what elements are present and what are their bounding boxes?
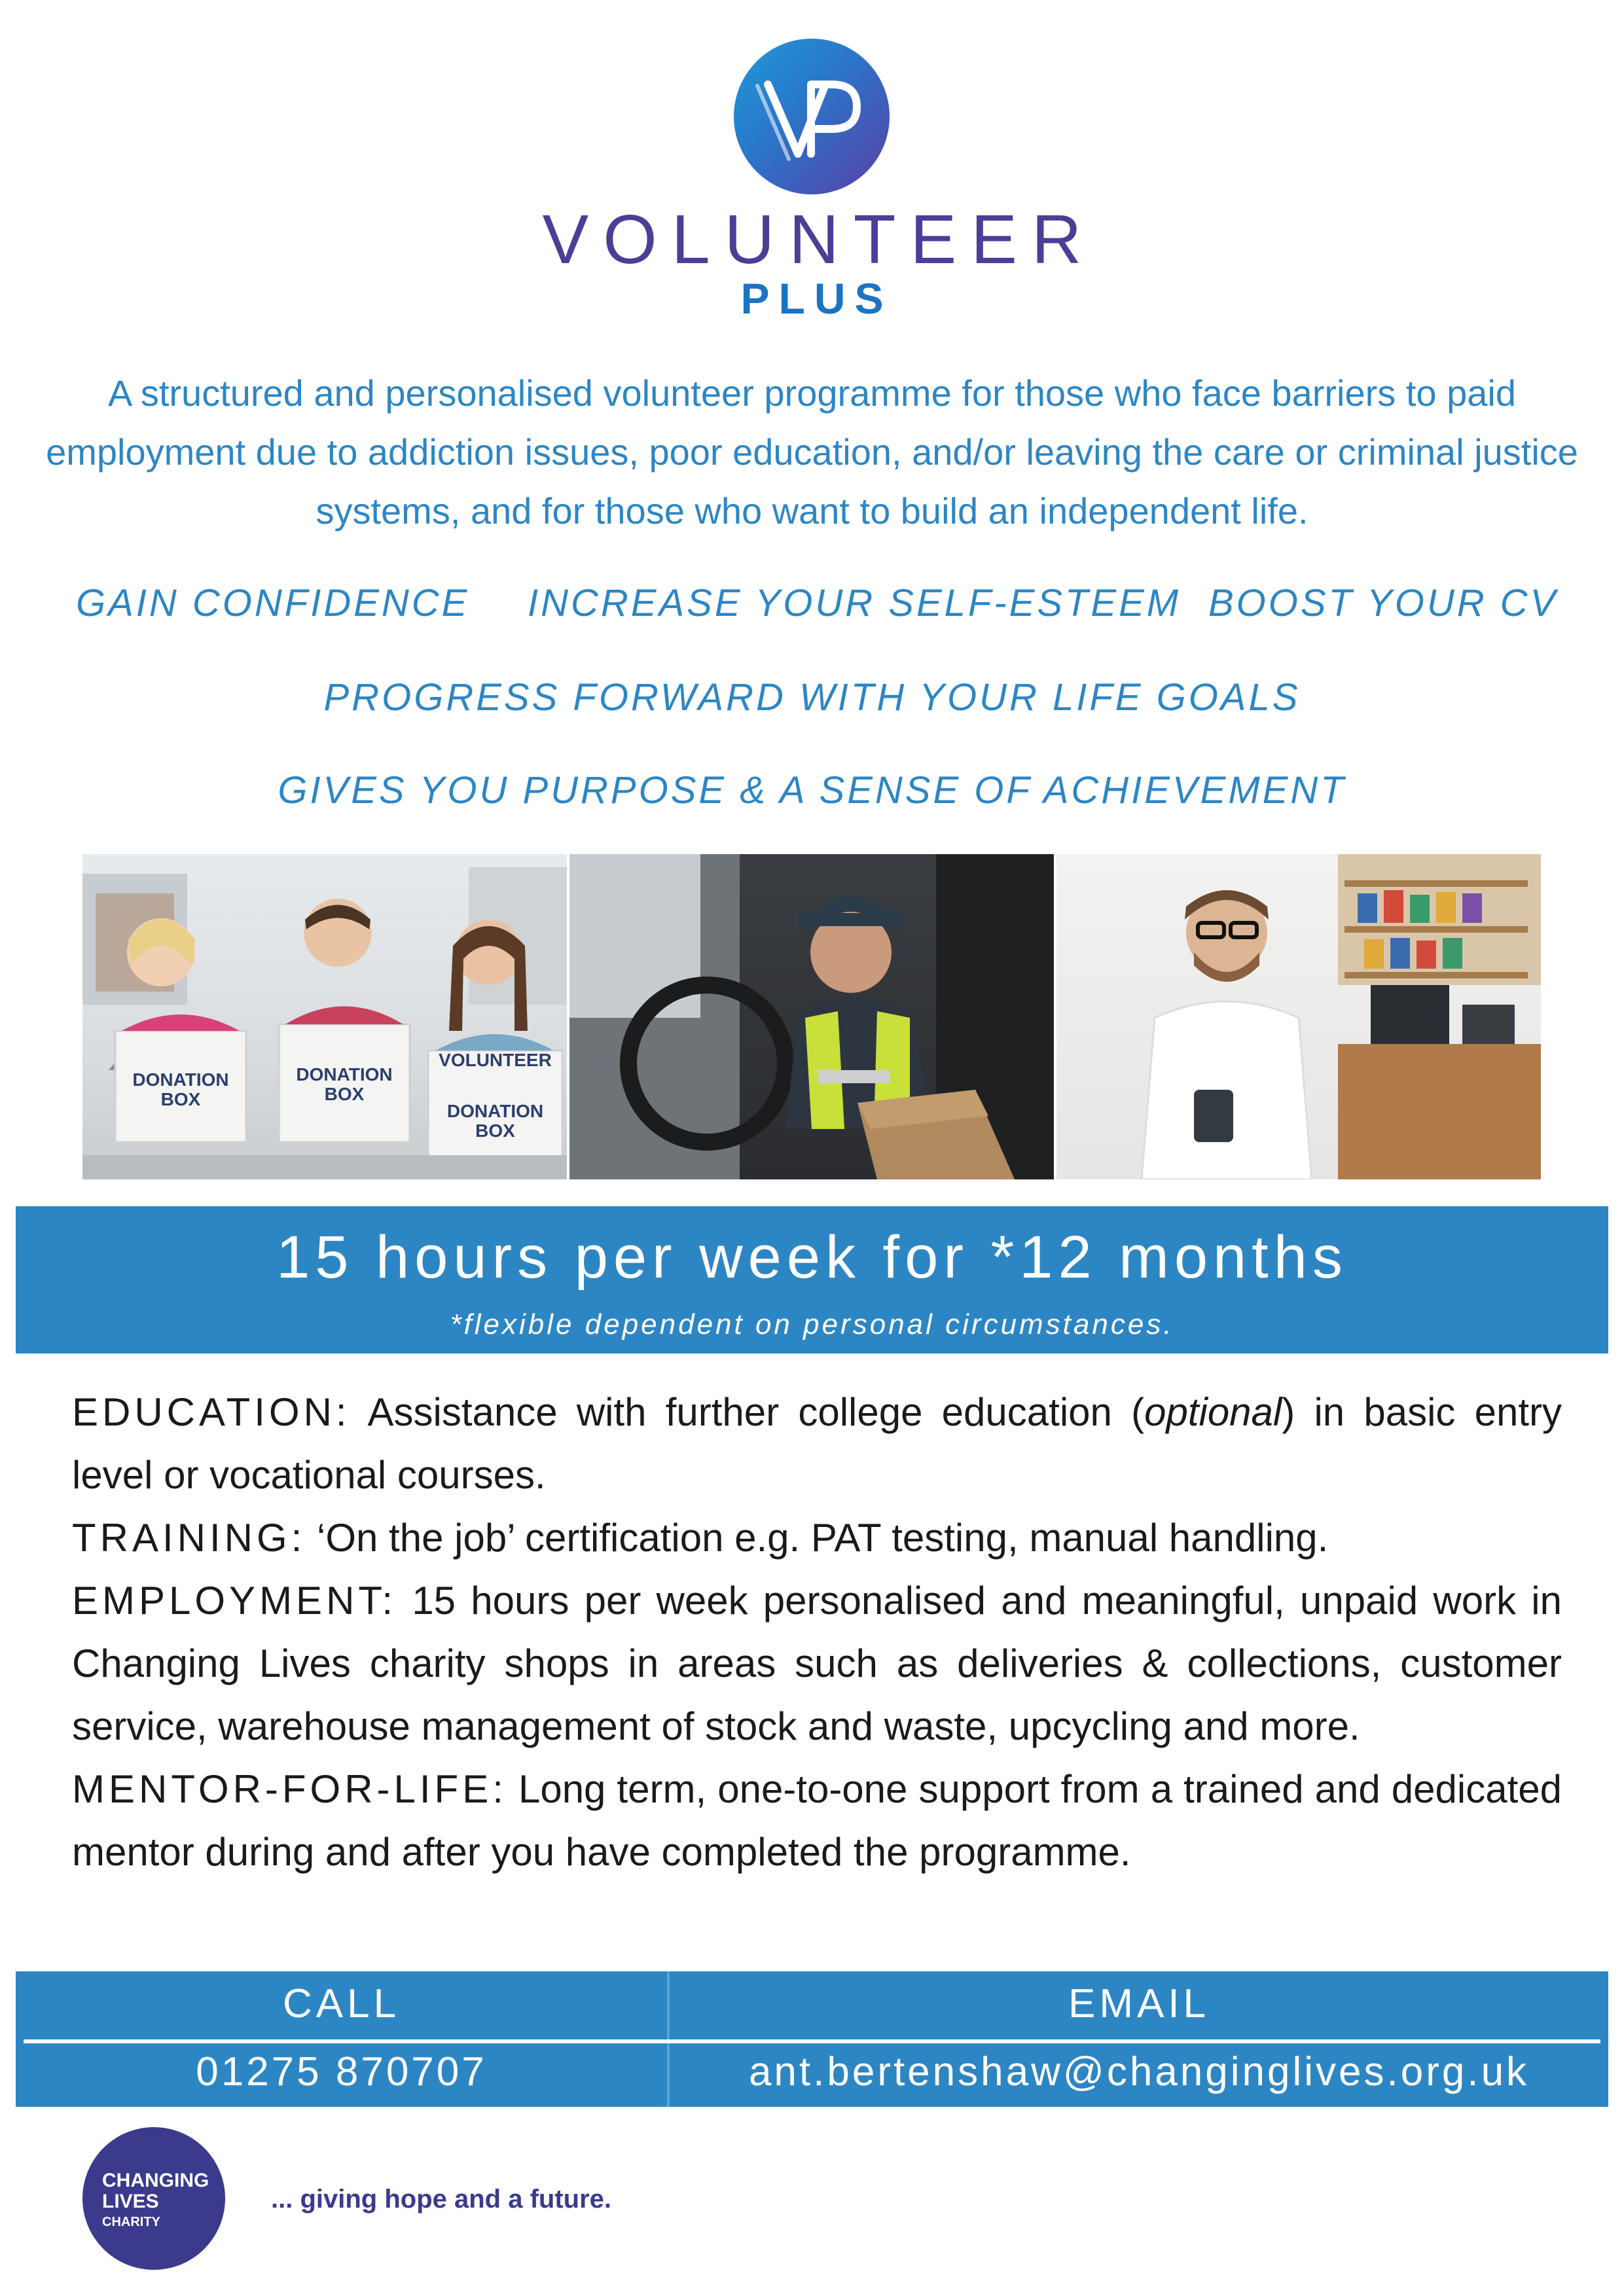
donation-box-label-3: DONATION BOX: [446, 1101, 544, 1141]
mentor-text: Long term, one-to-one support from a trained and dedicated mentor during and after you have completed the programme.: [72, 1767, 1562, 1874]
education-text-b: ) in basic entry level or vocational courses.: [72, 1390, 1562, 1497]
intro-paragraph: A structured and personalised volunteer programme for those who face barriers to paid employment due to addiction issues, poor education, and/or leaving the care or criminal justice systems, and for those who want to build an independent life.: [46, 372, 1578, 531]
education-label: EDUCATION:: [72, 1390, 351, 1434]
footer-tagline: ... giving hope and a future.: [271, 2185, 612, 2214]
contact-table: [16, 1971, 1608, 2107]
driver-photo-illustration: [569, 854, 1054, 1179]
benefit-boost-cv: BOOST YOUR CV: [1208, 582, 1559, 624]
banner-footnote: *flexible dependent on personal circumstances.: [450, 1308, 1174, 1340]
vp-monogram-icon: [734, 39, 890, 194]
email-header: EMAIL: [1068, 1981, 1210, 2026]
call-header: CALL: [282, 1981, 401, 2026]
training-section: [72, 1507, 1562, 1570]
changing-lives-logo: [82, 2127, 225, 2270]
photo-shop-worker: [1056, 854, 1541, 1179]
banner-hours-text: 15 hours per week for *12 months: [276, 1224, 1348, 1291]
benefit-gain-confidence: GAIN CONFIDENCE: [76, 582, 470, 624]
email-address[interactable]: ant.bertenshaw@changinglives.org.uk: [748, 2049, 1530, 2094]
brand-subtitle: PLUS: [740, 274, 893, 323]
logo-line-changing: CHANGING: [102, 2170, 209, 2191]
education-section: [72, 1381, 1562, 1507]
logo-line-lives: LIVES: [102, 2191, 159, 2212]
donation-box-label-2: DONATION BOX: [296, 1064, 393, 1104]
donation-box-label-1: DONATION BOX: [132, 1069, 229, 1109]
shop-worker-photo-illustration: [1056, 854, 1541, 1179]
hours-banner: [16, 1206, 1608, 1354]
photo-strip: [82, 854, 1541, 1179]
training-label: TRAINING:: [72, 1516, 306, 1560]
employment-section: [72, 1570, 1562, 1758]
contact-row-divider: [24, 2039, 1600, 2043]
programme-details: [72, 1381, 1562, 1884]
benefit-life-goals: PROGRESS FORWARD WITH YOUR LIFE GOALS: [323, 676, 1301, 719]
employment-label: EMPLOYMENT:: [72, 1579, 397, 1623]
mentor-label: MENTOR-FOR-LIFE:: [72, 1767, 507, 1811]
photo-volunteers: [82, 854, 567, 1179]
logo-line-charity: CHARITY: [102, 2215, 160, 2229]
training-text: ‘On the job’ certification e.g. PAT testing, manual handling.: [317, 1516, 1329, 1560]
benefit-purpose: GIVES YOU PURPOSE & A SENSE OF ACHIEVEMENT: [278, 769, 1346, 812]
employment-text: 15 hours per week personalised and meaningful, unpaid work in Changing Lives charity shops in areas such as deliveries & collections, customer service, warehouse management of stock and waste, upcycling and more.: [72, 1579, 1562, 1748]
education-text-a: Assistance with further college education (: [367, 1390, 1145, 1434]
donation-box-top-label: VOLUNTEER: [439, 1050, 552, 1070]
education-text-optional: optional: [1144, 1390, 1282, 1434]
benefit-self-esteem: INCREASE YOUR SELF-ESTEEM: [528, 582, 1182, 624]
photo-delivery-driver: [569, 854, 1054, 1179]
volunteer-plus-logo: [734, 39, 890, 194]
phone-number[interactable]: 01275 870707: [196, 2049, 487, 2094]
mentor-section: [72, 1758, 1562, 1884]
brand-name: VOLUNTEER: [542, 201, 1096, 278]
